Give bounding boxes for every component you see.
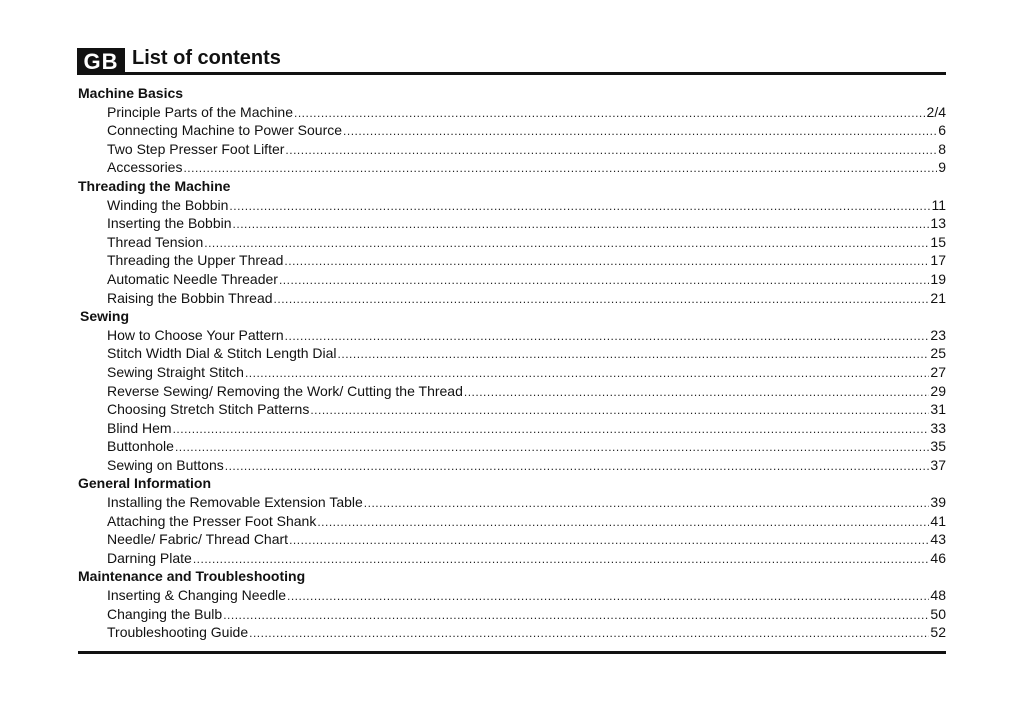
section-heading: Machine Basics	[78, 85, 184, 101]
dot-leader	[284, 252, 929, 271]
toc-entry[interactable]	[78, 214, 946, 233]
entry-page: 46	[930, 549, 946, 566]
entry-page: 11	[931, 196, 946, 213]
dot-leader	[287, 587, 929, 606]
dot-leader	[183, 159, 937, 178]
footer-rule	[78, 651, 946, 654]
toc-entry[interactable]	[78, 623, 946, 642]
entry-page: 50	[930, 605, 946, 622]
dot-leader	[249, 624, 929, 643]
section-heading: General Information	[78, 475, 212, 492]
dot-leader	[204, 234, 929, 253]
entry-label: Principle Parts of the Machine	[107, 103, 293, 120]
dot-leader	[173, 420, 930, 439]
entry-label: Sewing Straight Stitch	[107, 363, 244, 380]
dot-leader	[289, 531, 929, 550]
header-rule	[125, 72, 946, 75]
entry-label: Thread Tension	[107, 233, 204, 250]
section-heading: Sewing	[80, 308, 130, 325]
entry-label: Threading the Upper Thread	[107, 252, 284, 269]
entry-label: Winding the Bobbin	[107, 196, 229, 213]
entry-page: 39	[930, 494, 946, 511]
entry-page: 9	[938, 159, 946, 176]
entry-label: Attaching the Presser Foot Shank	[107, 512, 317, 529]
toc-entry[interactable]	[78, 419, 946, 438]
toc-entry[interactable]	[78, 289, 946, 308]
dot-leader	[285, 327, 930, 346]
entry-label: How to Choose Your Pattern	[107, 326, 284, 343]
toc-entry[interactable]	[78, 586, 946, 605]
entry-page: 35	[930, 438, 946, 455]
entry-label: Connecting Machine to Power Source	[107, 122, 343, 139]
toc-entry[interactable]	[78, 512, 946, 531]
entry-label: Troubleshooting Guide	[107, 624, 249, 641]
toc-entry[interactable]	[78, 400, 946, 419]
toc-entry[interactable]	[78, 251, 946, 270]
toc-entry[interactable]	[78, 158, 946, 177]
dot-leader	[317, 513, 929, 532]
entry-label: Two Step Presser Foot Lifter	[107, 140, 285, 157]
dot-leader	[175, 438, 929, 457]
dot-leader	[279, 271, 929, 290]
toc-entry[interactable]	[78, 270, 946, 289]
toc-entry[interactable]	[78, 382, 946, 401]
toc-entry[interactable]	[78, 140, 946, 159]
entry-label: Sewing on Buttons	[107, 456, 224, 473]
entry-page: 6	[938, 122, 946, 139]
dot-leader	[274, 290, 930, 309]
entry-page: 52	[930, 624, 946, 641]
toc-entry[interactable]	[78, 437, 946, 456]
entry-label: Choosing Stretch Stitch Patterns	[107, 401, 310, 418]
toc-entry[interactable]	[78, 605, 946, 624]
toc-entry[interactable]	[78, 233, 946, 252]
entry-page: 41	[930, 512, 946, 529]
entry-label: Accessories	[107, 159, 183, 176]
toc-entry[interactable]	[78, 196, 946, 215]
entry-page: 21	[930, 289, 946, 306]
entry-page: 13	[930, 215, 946, 232]
toc-entry[interactable]	[78, 121, 946, 140]
entry-page: 8	[938, 140, 946, 157]
page-header	[77, 46, 946, 76]
toc-entry[interactable]	[78, 530, 946, 549]
dot-leader	[294, 104, 926, 123]
section-heading: Threading the Machine	[78, 177, 231, 194]
toc-entry[interactable]	[78, 493, 946, 512]
entry-page: 25	[930, 345, 946, 362]
entry-label: Buttonhole	[107, 438, 174, 455]
dot-leader	[285, 141, 937, 160]
entry-label: Installing the Removable Extension Table	[107, 494, 363, 511]
entry-page: 33	[930, 419, 946, 436]
entry-label: Blind Hem	[107, 419, 172, 436]
dot-leader	[193, 550, 930, 569]
entry-page: 15	[930, 233, 946, 250]
entry-label: Raising the Bobbin Thread	[107, 289, 273, 306]
entry-label: Darning Plate	[107, 549, 192, 566]
dot-leader	[343, 122, 937, 141]
dot-leader	[310, 401, 929, 420]
entry-page: 23	[930, 326, 946, 343]
entry-page: 43	[930, 531, 946, 548]
entry-label: Inserting & Changing Needle	[107, 587, 287, 604]
page-title: List of contents	[132, 47, 281, 69]
dot-leader	[245, 364, 929, 383]
toc-entry[interactable]	[78, 456, 946, 475]
dot-leader	[223, 606, 929, 625]
dot-leader	[338, 345, 930, 364]
table-of-contents	[78, 84, 946, 642]
toc-entry[interactable]	[78, 326, 946, 345]
section-heading: Maintenance and Troubleshooting	[78, 568, 306, 585]
toc-entry[interactable]	[78, 549, 946, 568]
toc-entry[interactable]	[78, 363, 946, 382]
entry-label: Reverse Sewing/ Removing the Work/ Cutting the Thread	[107, 382, 463, 399]
entry-page: 2/4	[926, 103, 946, 120]
entry-page: 37	[930, 456, 946, 473]
dot-leader	[225, 457, 930, 476]
entry-label: Inserting the Bobbin	[107, 215, 232, 232]
entry-page: 48	[930, 587, 946, 604]
entry-page: 27	[930, 363, 946, 380]
toc-entry[interactable]	[78, 103, 946, 122]
dot-leader	[229, 197, 930, 216]
dot-leader	[464, 383, 930, 402]
entry-page: 31	[930, 401, 946, 418]
dot-leader	[233, 215, 930, 234]
entry-label: Changing the Bulb	[107, 605, 223, 622]
entry-label: Automatic Needle Threader	[107, 270, 278, 287]
entry-page: 19	[930, 270, 946, 287]
language-badge: GB	[77, 48, 125, 75]
entry-page: 29	[930, 382, 946, 399]
entry-label: Stitch Width Dial & Stitch Length Dial	[107, 345, 337, 362]
toc-entry[interactable]	[78, 344, 946, 363]
entry-page: 17	[930, 252, 946, 269]
entry-label: Needle/ Fabric/ Thread Chart	[107, 531, 289, 548]
dot-leader	[364, 494, 930, 513]
